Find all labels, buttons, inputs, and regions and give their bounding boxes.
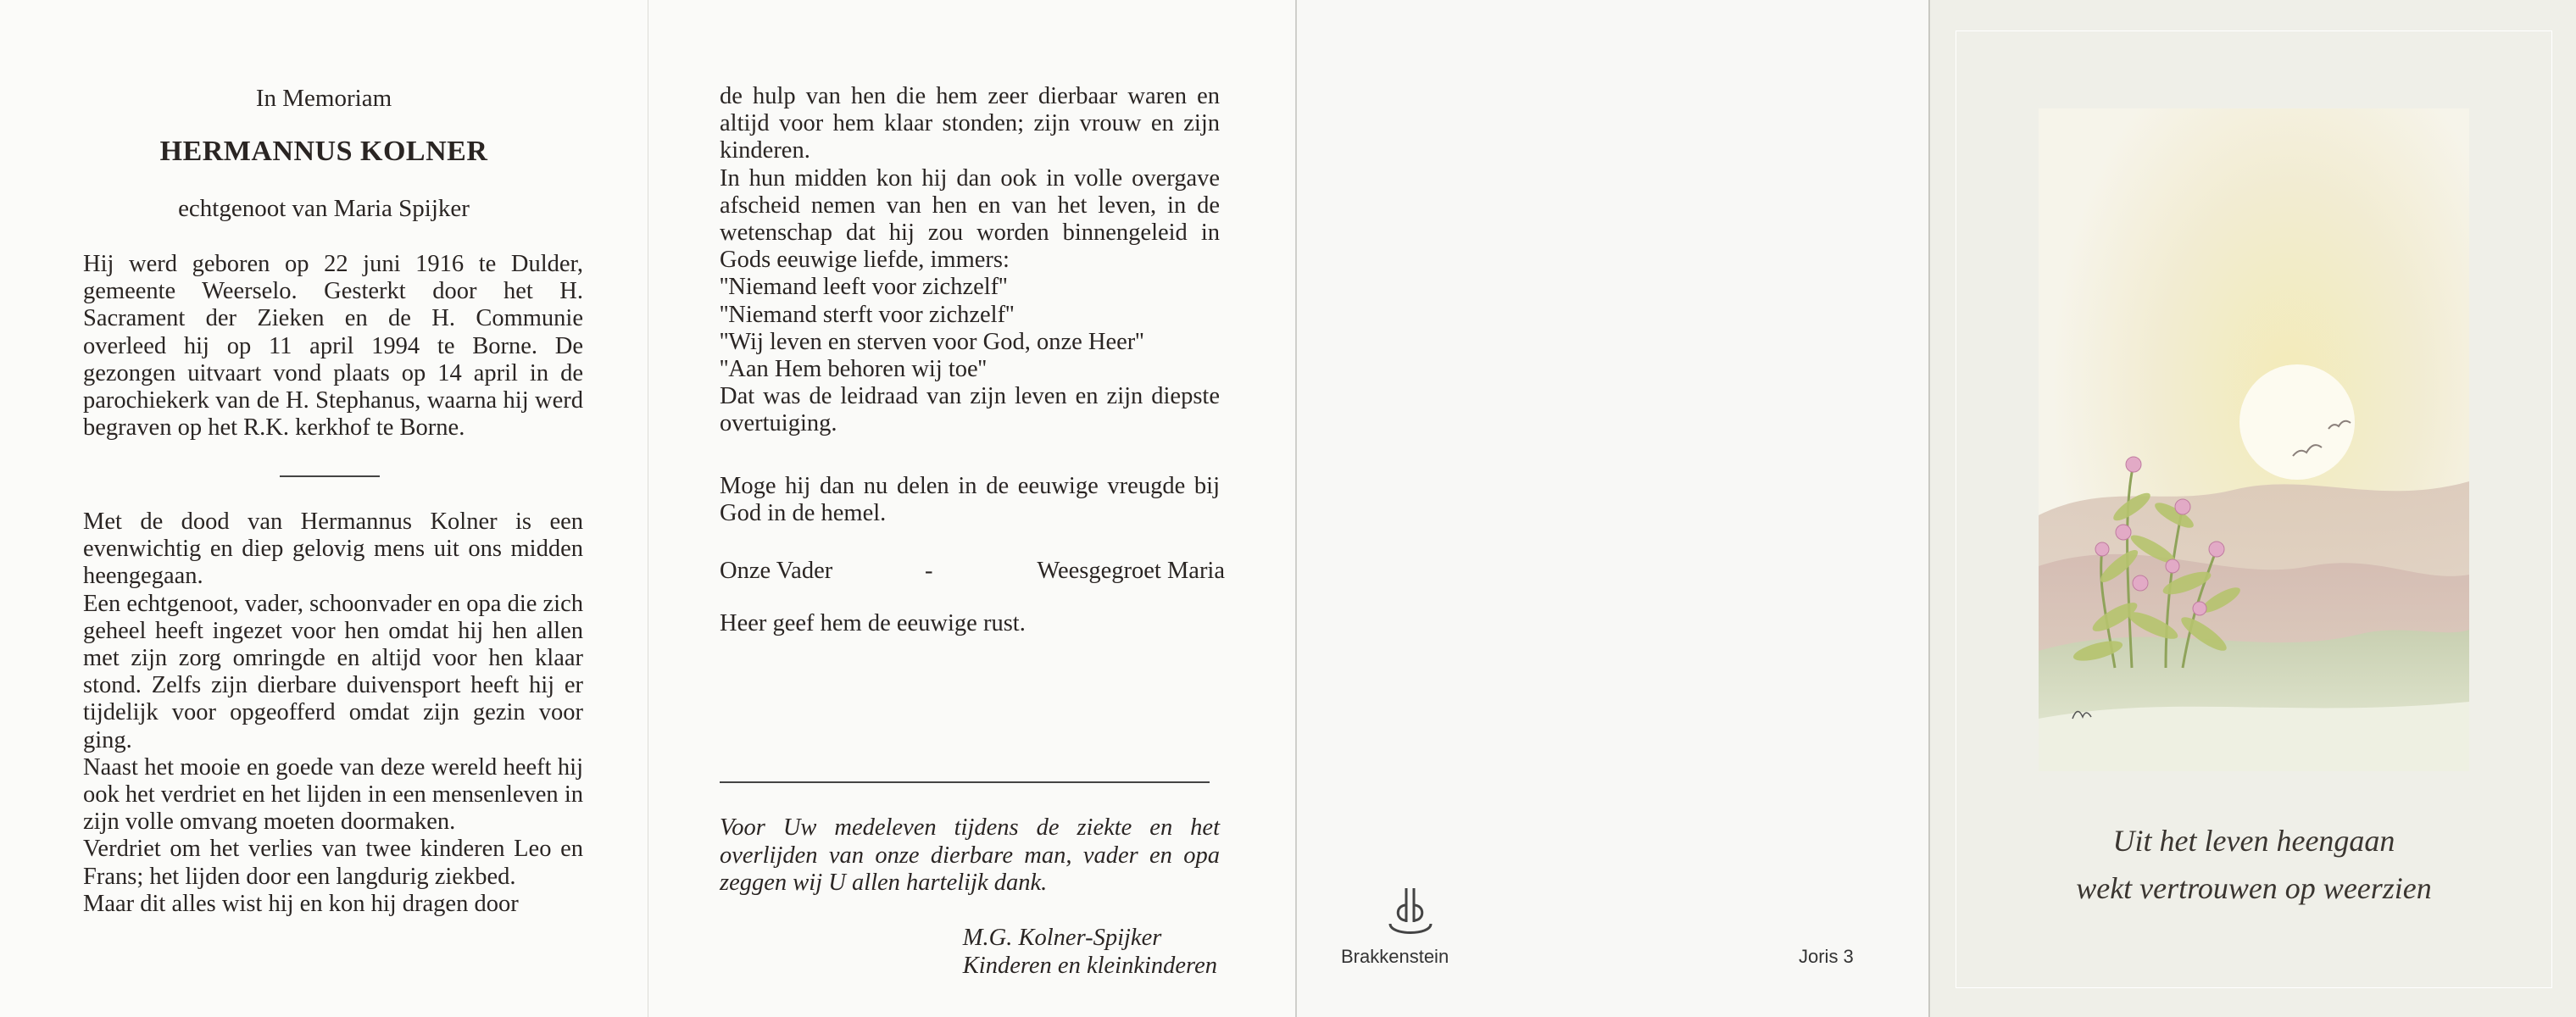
card-code: Joris 3 (1799, 946, 1854, 967)
right-inner-page (648, 0, 1295, 1017)
spouse-line: echtgenoot van Maria Spijker (178, 195, 470, 222)
signer-widow: M.G. Kolner-Spijker (962, 925, 1162, 951)
quote-line: ''Aan Hem behoren wij toe'' (720, 356, 987, 383)
continuation-paragraph: de hulp van hen die hem zeer dierbaar waren en altijd voor hem klaar stonden; zijn vrouw en zijn kinderen. (720, 83, 1220, 164)
quote-line: ''Wij leven en sterven voor God, onze Heer'' (720, 328, 1144, 355)
tribute-paragraph: Naast het mooie en goede van deze wereld heeft hij ook het verdriet en het lijden in een mensenleven in zijn volle omvang moeten doormaken. (83, 753, 583, 836)
thanks-divider (720, 781, 1210, 783)
tribute-paragraph: Met de dood van Hermannus Kolner is een evenwichtig en diep gelovig mens uit ons midden heengegaan. (83, 508, 583, 590)
section-divider (280, 475, 380, 477)
continuation-paragraph: Dat was de leidraad van zijn leven en zijn diepste overtuiging. (720, 383, 1220, 437)
deceased-name: HERMANNUS KOLNER (159, 136, 488, 167)
signature-block (963, 924, 1217, 980)
tribute-paragraph: Verdriet om het verlies van twee kinderen Leo en Frans; het lijden door een langdurig ziekbed. (83, 836, 583, 890)
biography-text: Hij werd geboren op 22 juni 1916 te Dulder, gemeente Weerselo. Gesterkt door het H. Sacrament der Zieken en de H. Communie overleed hij op 11 april 1994 te Borne. De gezongen uitvaart vond plaats op 14 april in de parochiekerk van de H. Stephanus, waarna hij werd begraven op het R.K. kerkhof te Borne. (83, 251, 583, 442)
front-cover (1928, 0, 2576, 1017)
tribute-paragraph: Een echtgenoot, vader, schoonvader en opa die zich geheel heeft ingezet voor hen omdat hij hen allen met zijn zorg omringde en altijd voor hen klaar stond. Zelfs zijn dierbare duivensport heeft hij er tijdelijk voor opgeofferd omdat zijn gezin voor ging. (83, 590, 583, 753)
eternal-rest-line: Heer geef hem de eeuwige rust. (720, 610, 1026, 636)
left-inner-page (0, 0, 648, 1017)
cover-illustration (2039, 108, 2469, 771)
in-memoriam-heading: In Memoriam (255, 85, 392, 112)
hope-paragraph (720, 473, 1220, 527)
publisher-logo-icon (1383, 886, 1438, 939)
prayer-our-father: Onze Vader (720, 558, 833, 584)
biography-paragraph (83, 251, 583, 442)
cover-verse (1930, 817, 2576, 912)
hope-text: Moge hij dan nu delen in de eeuwige vreugde bij God in de hemel. (720, 473, 1220, 527)
back-cover (1295, 0, 1928, 1017)
tribute-paragraph: Maar dit alles wist hij en kon hij dragen door (83, 890, 519, 917)
prayer-hail-mary: Weesgegroet Maria (1037, 558, 1225, 584)
continuation-paragraph: In hun midden kon hij dan ook in volle overgave afscheid nemen van hen en van het leven, in de wetenschap dat hij zou worden binnengeleid in Gods eeuwige liefde, immers: (720, 164, 1220, 274)
quote-line: ''Niemand leeft voor zichzelf'' (720, 274, 1008, 301)
tribute-text (83, 508, 583, 918)
prayer-dash: - (925, 558, 933, 584)
verse-line-1: Uit het leven heengaan (2112, 824, 2395, 858)
signer-family: Kinderen en kleinkinderen (962, 953, 1217, 979)
publisher-name: Brakkenstein (1341, 946, 1449, 967)
thanks-text: Voor Uw medeleven tijdens de ziekte en het overlijden van onze dierbare man, vader en opa zeggen wij U allen hartelijk dank. (720, 814, 1220, 896)
verse-line-2: wekt vertrouwen op weerzien (2076, 871, 2432, 905)
landscape-flowers-illustration (2039, 108, 2469, 771)
quote-line: ''Niemand sterft voor zichzelf'' (720, 301, 1015, 328)
continuation-text (720, 83, 1220, 438)
